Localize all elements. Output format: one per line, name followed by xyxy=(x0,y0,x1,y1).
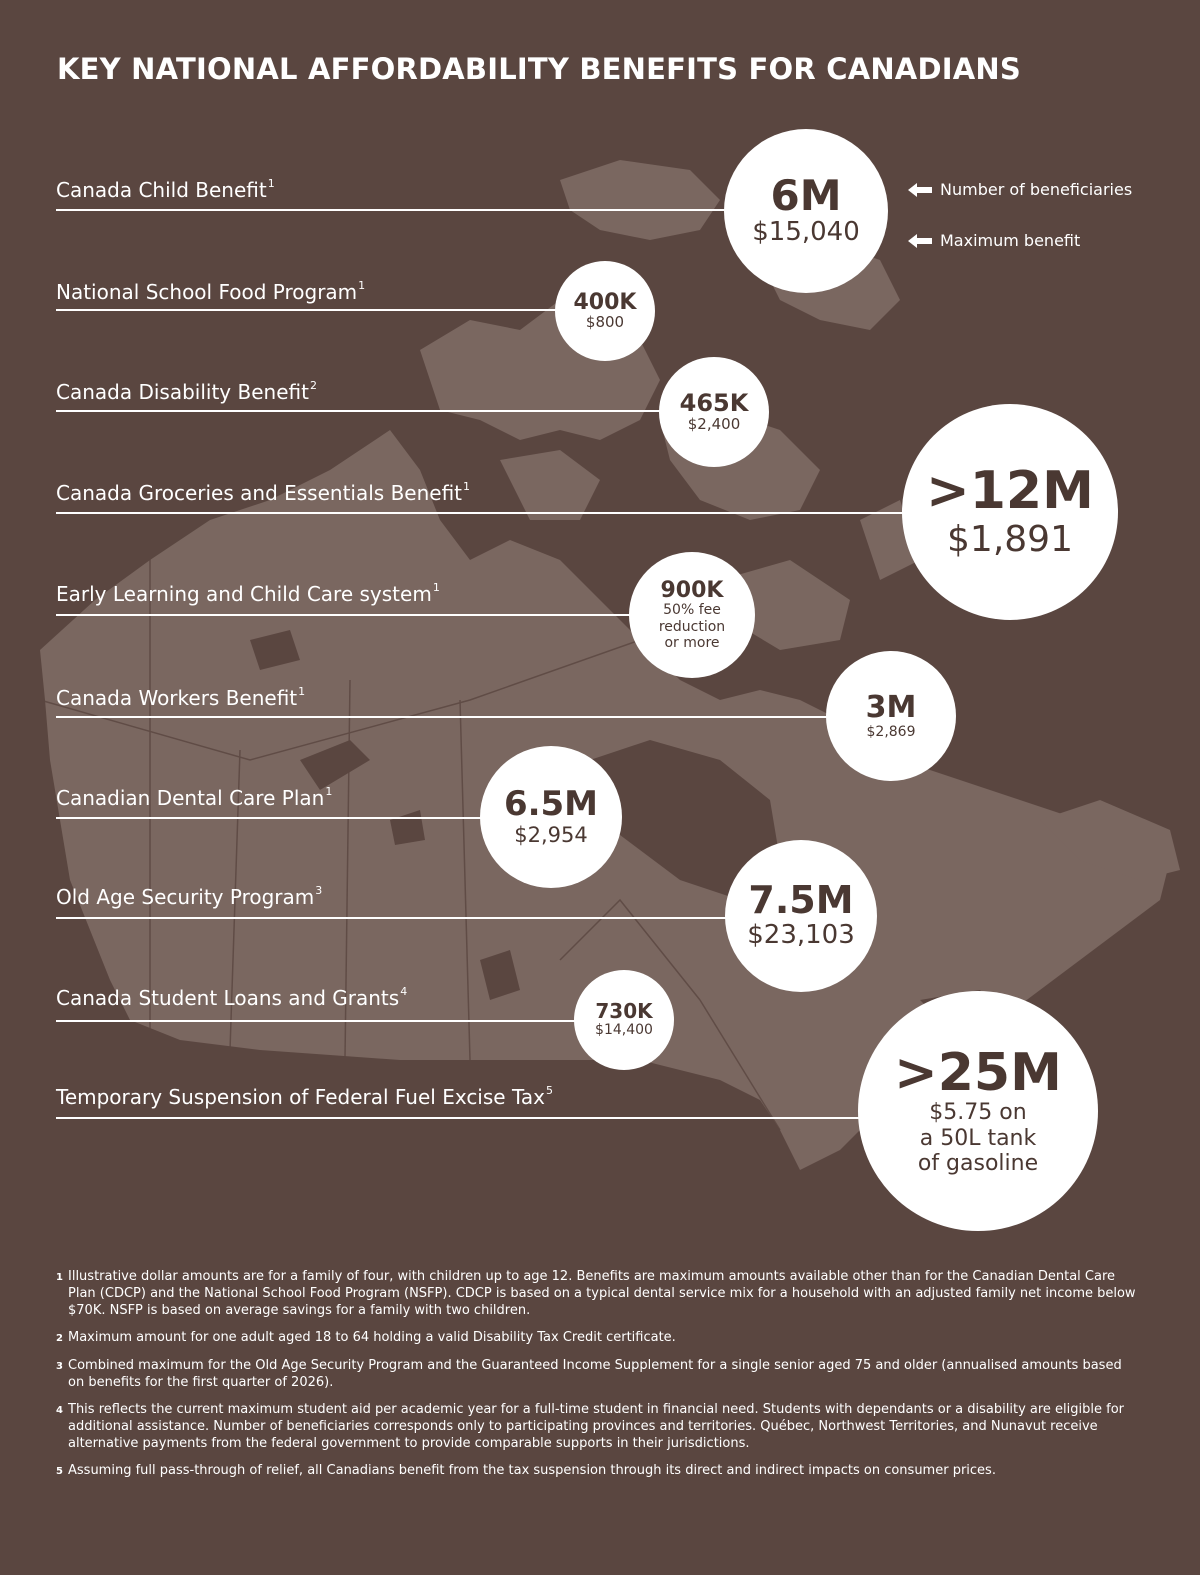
beneficiaries-count: 6M xyxy=(770,171,842,220)
footnote-text: This reflects the current maximum student aid per academic year for a full-time student in financial need. Students with dependants or a disability are eligible for additional assistance. Number of beneficiaries corresponds only to participating provinces and territories. Québec, Northwest Territories, and Nunavut receive alternative payments from the federal government to provide comparable supports in their jurisdictions. xyxy=(68,1402,1125,1451)
footnote-marker: 3 xyxy=(315,884,323,897)
footnote-number: 2 xyxy=(56,1333,63,1344)
benefit-label xyxy=(56,582,440,606)
maximum-benefit: $15,040 xyxy=(752,217,860,248)
footnote-marker: 1 xyxy=(358,279,366,292)
footnote-marker: 1 xyxy=(267,177,275,190)
legend-beneficiaries-label: Number of beneficiaries xyxy=(940,180,1133,199)
maximum-benefit: $14,400 xyxy=(595,1022,653,1039)
benefit-divider-line xyxy=(56,1117,978,1119)
maximum-benefit: $2,869 xyxy=(866,723,916,740)
beneficiaries-count: 7.5M xyxy=(748,878,854,923)
footnote-number: 1 xyxy=(56,1272,63,1283)
benefit-label xyxy=(56,1085,553,1109)
benefit-label-text: Canada Workers Benefit xyxy=(56,686,298,710)
beneficiaries-count: >25M xyxy=(894,1042,1062,1103)
benefit-bubble xyxy=(629,552,755,678)
benefit-label-text: Canada Child Benefit xyxy=(56,178,267,202)
benefit-bubble xyxy=(902,404,1118,620)
page-title: KEY NATIONAL AFFORDABILITY BENEFITS FOR CANADIANS xyxy=(57,52,1021,86)
footnote-text: Combined maximum for the Old Age Security Program and the Guaranteed Income Supplement for a single senior aged 75 and older (annualised amounts based on benefits for the first quarter of 2026). xyxy=(68,1358,1122,1390)
benefit-label-text: Old Age Security Program xyxy=(56,885,315,909)
benefit-label-text: Early Learning and Child Care system xyxy=(56,582,432,606)
footnote-marker: 1 xyxy=(463,480,471,493)
benefit-label xyxy=(56,380,317,404)
footnote-number: 5 xyxy=(56,1466,63,1477)
footnote-marker: 2 xyxy=(309,379,317,392)
benefit-label xyxy=(56,178,275,202)
beneficiaries-count: 730K xyxy=(595,999,653,1024)
legend-maximum-label: Maximum benefit xyxy=(940,231,1081,250)
legend-maximum xyxy=(908,231,1080,250)
benefit-divider-line xyxy=(56,614,692,616)
footnote-number: 4 xyxy=(56,1405,63,1416)
arrow-left-icon xyxy=(908,234,932,248)
benefit-label-text: National School Food Program xyxy=(56,280,358,304)
maximum-benefit: $1,891 xyxy=(947,518,1073,560)
benefit-label-text: Canada Disability Benefit xyxy=(56,380,309,404)
benefit-label xyxy=(56,885,322,909)
footnote-marker: 1 xyxy=(325,785,333,798)
benefit-bubble xyxy=(480,746,622,888)
beneficiaries-count: 6.5M xyxy=(503,784,599,825)
benefit-label-text: Canada Student Loans and Grants xyxy=(56,986,400,1010)
benefit-divider-line xyxy=(56,817,551,819)
benefit-bubble xyxy=(724,129,888,293)
maximum-benefit-line: a 50L tank xyxy=(919,1125,1037,1151)
benefit-label xyxy=(56,786,332,810)
benefit-bubble xyxy=(555,261,655,361)
footnote xyxy=(56,1401,1136,1452)
benefit-divider-line xyxy=(56,410,714,412)
maximum-benefit-line: reduction xyxy=(658,618,726,635)
benefit-bubble xyxy=(574,970,674,1070)
legend-beneficiaries xyxy=(908,180,1132,199)
footnote xyxy=(56,1462,1136,1480)
benefit-bubble xyxy=(659,357,769,467)
footnote-marker: 1 xyxy=(432,581,440,594)
footnote-text: Assuming full pass-through of relief, all Canadians benefit from the tax suspension through its direct and indirect impacts on consumer prices. xyxy=(68,1463,996,1478)
footnote-marker: 1 xyxy=(298,685,306,698)
footnote-text: Maximum amount for one adult aged 18 to 64 holding a valid Disability Tax Credit certificate. xyxy=(68,1330,676,1345)
footnote-marker: 5 xyxy=(545,1084,553,1097)
benefit-label-text: Temporary Suspension of Federal Fuel Excise Tax xyxy=(56,1085,545,1109)
benefit-bubble xyxy=(725,840,877,992)
footnotes xyxy=(56,1268,1136,1490)
benefit-label xyxy=(56,481,470,505)
beneficiaries-count: 465K xyxy=(679,388,749,417)
benefit-label xyxy=(56,686,305,710)
footnote xyxy=(56,1357,1136,1391)
benefit-label xyxy=(56,986,407,1010)
benefit-label-text: Canada Groceries and Essentials Benefit xyxy=(56,481,463,505)
maximum-benefit: $2,954 xyxy=(514,822,588,847)
benefit-divider-line xyxy=(56,209,806,211)
footnote xyxy=(56,1329,1136,1347)
maximum-benefit: $2,400 xyxy=(687,414,741,433)
maximum-benefit-line: or more xyxy=(664,634,720,651)
footnote-number: 3 xyxy=(56,1361,63,1372)
benefit-bubble xyxy=(858,991,1098,1231)
beneficiaries-count: 900K xyxy=(660,578,724,604)
maximum-benefit-line: of gasoline xyxy=(917,1150,1039,1176)
beneficiaries-count: 400K xyxy=(573,289,637,315)
beneficiaries-count: >12M xyxy=(926,461,1094,521)
beneficiaries-count: 3M xyxy=(865,690,917,726)
benefit-divider-line xyxy=(56,512,1010,514)
footnote-marker: 4 xyxy=(400,985,408,998)
maximum-benefit-line: $5.75 on xyxy=(929,1100,1027,1126)
maximum-benefit: $23,103 xyxy=(747,920,855,950)
footnote-text: Illustrative dollar amounts are for a family of four, with children up to age 12. Benefits are maximum amounts available other than for the Canadian Dental Care Plan (CDCP) and the National School Food Program (NSFP). CDCP is based on a typical dental service mix for a household with an adjusted family net income below $70K. NSFP is based on average savings for a family with two children. xyxy=(68,1269,1136,1318)
benefit-label-text: Canadian Dental Care Plan xyxy=(56,786,325,810)
benefit-divider-line xyxy=(56,716,891,718)
footnote xyxy=(56,1268,1136,1319)
maximum-benefit: $800 xyxy=(585,312,625,331)
benefit-divider-line xyxy=(56,917,801,919)
maximum-benefit-line: 50% fee xyxy=(663,602,721,619)
benefit-label xyxy=(56,280,365,304)
arrow-left-icon xyxy=(908,183,932,197)
benefit-bubble xyxy=(826,651,956,781)
benefit-divider-line xyxy=(56,309,605,311)
benefit-divider-line xyxy=(56,1020,624,1022)
